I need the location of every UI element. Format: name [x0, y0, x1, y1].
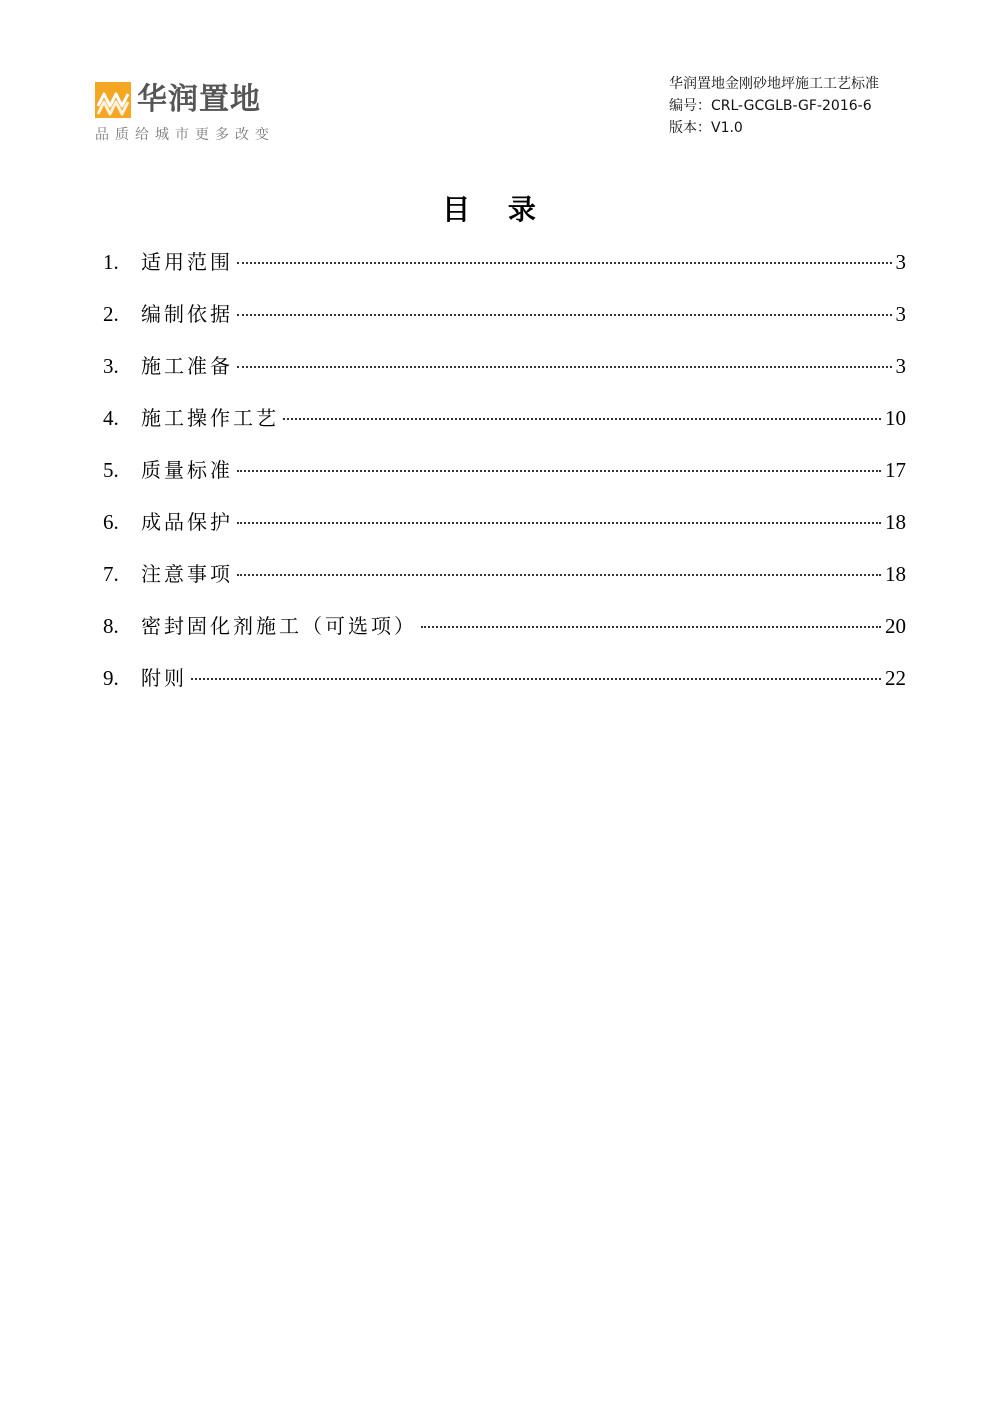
- toc-entry-page[interactable]: 3: [895, 354, 906, 378]
- logo-slogan: 品质给城市更多改变: [95, 127, 275, 143]
- toc-entry-page[interactable]: 22: [885, 666, 906, 690]
- toc-entry-title[interactable]: 注意事项: [141, 562, 233, 586]
- document-meta: [669, 73, 879, 139]
- toc-dot-leader: [237, 522, 881, 524]
- toc-entry[interactable]: [103, 660, 906, 712]
- toc-dot-leader: [237, 314, 892, 316]
- toc-entry-number: 7.: [103, 562, 119, 586]
- toc-entry[interactable]: [103, 452, 906, 504]
- table-of-contents: [103, 244, 906, 712]
- toc-entry-number: 6.: [103, 510, 119, 534]
- toc-entry-title[interactable]: 适用范围: [141, 250, 233, 274]
- toc-dot-leader: [237, 262, 892, 264]
- toc-entry[interactable]: [103, 348, 906, 400]
- toc-entry-number: 9.: [103, 666, 119, 690]
- toc-dot-leader: [191, 678, 881, 680]
- toc-entry-page[interactable]: 3: [895, 302, 906, 326]
- doc-number: 编号：CRL-GCGLB-GF-2016-6: [669, 98, 872, 114]
- toc-entry-title[interactable]: 质量标准: [141, 458, 233, 482]
- toc-entry-title[interactable]: 编制依据: [141, 302, 233, 326]
- crland-logo-icon: [95, 82, 131, 118]
- toc-entry-number: 5.: [103, 458, 119, 482]
- toc-entry-page[interactable]: 3: [895, 250, 906, 274]
- toc-entry-number: 3.: [103, 354, 119, 378]
- toc-entry-page[interactable]: 20: [885, 614, 906, 638]
- toc-dot-leader: [237, 470, 881, 472]
- toc-title: 目 录: [442, 193, 550, 226]
- toc-entry-number: 8.: [103, 614, 119, 638]
- toc-entry-title[interactable]: 施工准备: [141, 354, 233, 378]
- toc-entry[interactable]: [103, 296, 906, 348]
- toc-entry-title[interactable]: 成品保护: [141, 510, 233, 534]
- toc-entry-page[interactable]: 18: [885, 562, 906, 586]
- toc-entry-page[interactable]: 17: [885, 458, 906, 482]
- toc-entry-number: 2.: [103, 302, 119, 326]
- company-logo: [95, 80, 295, 150]
- toc-entry[interactable]: [103, 504, 906, 556]
- toc-entry-page[interactable]: 18: [885, 510, 906, 534]
- toc-entry-page[interactable]: 10: [885, 406, 906, 430]
- toc-entry[interactable]: [103, 556, 906, 608]
- toc-entry-title[interactable]: 附则: [141, 666, 187, 690]
- page-header: [0, 0, 992, 160]
- toc-entry-number: 1.: [103, 250, 119, 274]
- doc-title: 华润置地金刚砂地坪施工工艺标准: [669, 76, 879, 92]
- toc-entry[interactable]: [103, 244, 906, 296]
- toc-entry[interactable]: [103, 608, 906, 660]
- toc-dot-leader: [237, 574, 881, 576]
- logo-company-name: 华润置地: [137, 82, 261, 117]
- toc-entry[interactable]: [103, 400, 906, 452]
- toc-entry-title[interactable]: 施工操作工艺: [141, 406, 279, 430]
- doc-version: 版本：V1.0: [669, 120, 743, 136]
- toc-entry-number: 4.: [103, 406, 119, 430]
- toc-dot-leader: [421, 626, 881, 628]
- toc-entry-title[interactable]: 密封固化剂施工（可选项）: [141, 614, 417, 638]
- toc-dot-leader: [283, 418, 881, 420]
- toc-dot-leader: [237, 366, 892, 368]
